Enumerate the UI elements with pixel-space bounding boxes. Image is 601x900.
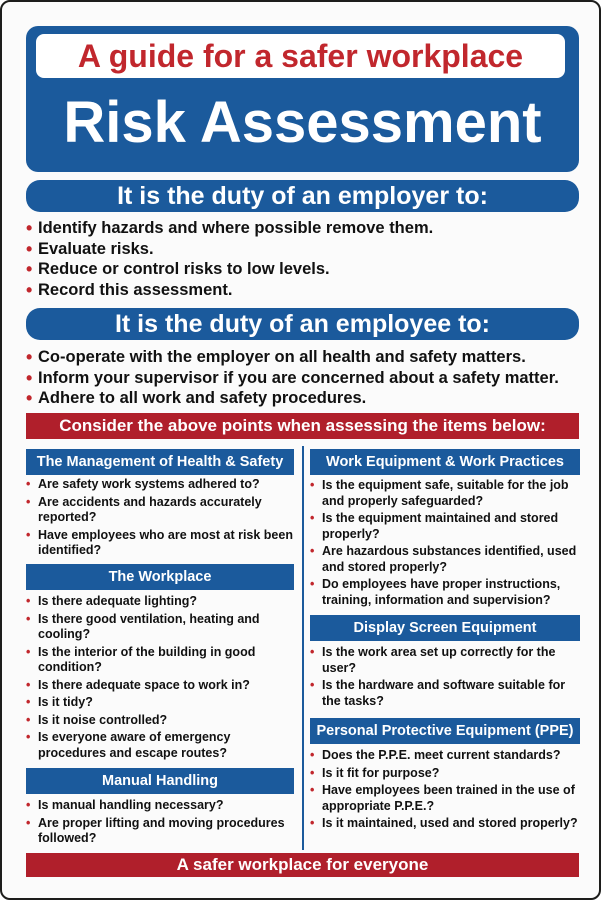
- list-item: • Is the work area set up correctly for the user?: [310, 645, 582, 676]
- employee-duty-list: [26, 347, 559, 409]
- list-item: • Inform your supervisor if you are concerned about a safety matter.: [26, 368, 559, 389]
- list-item: • Is the hardware and software suitable for the tasks?: [310, 678, 582, 709]
- list-item: • Are proper lifting and moving procedures followed?: [26, 816, 296, 847]
- column-divider: [302, 446, 304, 850]
- work-equipment-list: [310, 478, 582, 610]
- workplace-list: [26, 594, 296, 763]
- list-item: • Are accidents and hazards accurately reported?: [26, 495, 296, 526]
- ppe-list: [310, 748, 582, 834]
- title-panel: [26, 26, 579, 172]
- list-item: • Is it fit for purpose?: [310, 766, 582, 782]
- section-heading-manual-handling: Manual Handling: [26, 768, 294, 794]
- list-item: • Are hazardous substances identified, used and stored properly?: [310, 544, 582, 575]
- list-item: • Have employees been trained in the use of appropriate P.P.E.?: [310, 783, 582, 814]
- list-item: • Is the equipment maintained and stored properly?: [310, 511, 582, 542]
- list-item: • Reduce or control risks to low levels.: [26, 259, 433, 280]
- list-item: • Co-operate with the employer on all health and safety matters.: [26, 347, 559, 368]
- list-item: • Is it tidy?: [26, 695, 296, 711]
- employee-duty-heading: It is the duty of an employee to:: [26, 308, 579, 340]
- employer-duty-list: [26, 218, 433, 300]
- section-heading-workplace: The Workplace: [26, 564, 294, 590]
- list-item: • Is there good ventilation, heating and cooling?: [26, 612, 296, 643]
- poster-title: Risk Assessment: [63, 90, 542, 155]
- poster-subtitle: A guide for a safer workplace: [36, 34, 565, 78]
- list-item: • Is there adequate lighting?: [26, 594, 296, 610]
- management-list: [26, 477, 296, 561]
- list-item: • Adhere to all work and safety procedures.: [26, 388, 559, 409]
- list-item: • Evaluate risks.: [26, 239, 433, 260]
- list-item: • Are safety work systems adhered to?: [26, 477, 296, 493]
- list-item: • Is manual handling necessary?: [26, 798, 296, 814]
- consider-banner: Consider the above points when assessing the items below:: [26, 413, 579, 439]
- list-item: • Do employees have proper instructions, training, information and supervision?: [310, 577, 582, 608]
- list-item: • Does the P.P.E. meet current standards?: [310, 748, 582, 764]
- list-item: • Have employees who are most at risk been identified?: [26, 528, 296, 559]
- list-item: • Is there adequate space to work in?: [26, 678, 296, 694]
- section-heading-work-equipment: Work Equipment & Work Practices: [310, 449, 580, 475]
- list-item: • Is it noise controlled?: [26, 713, 296, 729]
- manual-handling-list: [26, 798, 296, 849]
- employer-duty-heading: It is the duty of an employer to:: [26, 180, 579, 212]
- list-item: • Is the equipment safe, suitable for the job and properly safeguarded?: [310, 478, 582, 509]
- footer-banner: A safer workplace for everyone: [26, 853, 579, 877]
- list-item: • Is everyone aware of emergency procedures and escape routes?: [26, 730, 296, 761]
- section-heading-ppe: Personal Protective Equipment (PPE): [310, 718, 580, 744]
- list-item: • Is it maintained, used and stored properly?: [310, 816, 582, 832]
- section-heading-management: The Management of Health & Safety: [26, 449, 294, 475]
- list-item: • Identify hazards and where possible remove them.: [26, 218, 433, 239]
- list-item: • Record this assessment.: [26, 280, 433, 301]
- section-heading-display-screen: Display Screen Equipment: [310, 615, 580, 641]
- display-screen-list: [310, 645, 582, 711]
- list-item: • Is the interior of the building in good condition?: [26, 645, 296, 676]
